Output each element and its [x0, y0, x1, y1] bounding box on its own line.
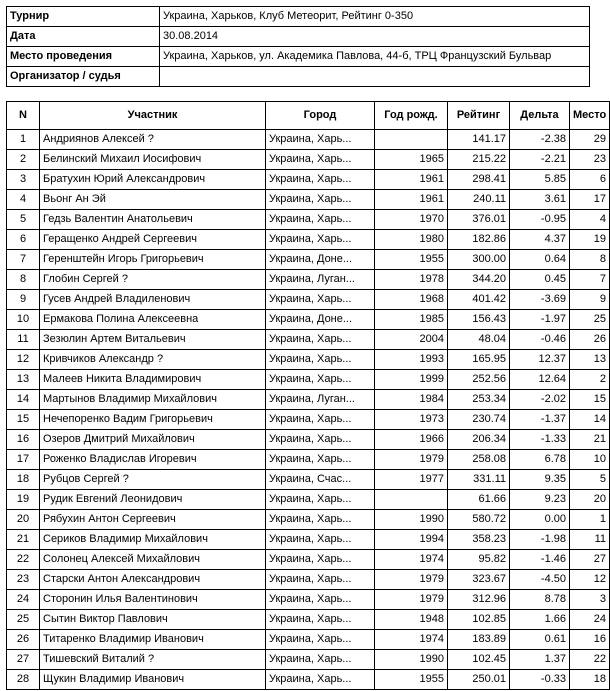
cell-place: 16 [570, 630, 610, 650]
info-row [7, 27, 590, 47]
cell-birth-year: 1979 [375, 570, 448, 590]
cell-rating: 358.23 [448, 530, 510, 550]
cell-delta: -1.98 [510, 530, 570, 550]
cell-city: Украина, Харь... [266, 150, 375, 170]
cell-delta: 8.78 [510, 590, 570, 610]
cell-delta: 0.61 [510, 630, 570, 650]
cell-number: 10 [7, 310, 40, 330]
cell-participant: Сериков Владимир Михайлович [40, 530, 266, 550]
cell-place: 5 [570, 470, 610, 490]
cell-rating: 182.86 [448, 230, 510, 250]
cell-rating: 156.43 [448, 310, 510, 330]
cell-delta: -0.46 [510, 330, 570, 350]
table-row [7, 430, 610, 450]
table-row [7, 410, 610, 430]
cell-participant: Мартынов Владимир Михайлович [40, 390, 266, 410]
cell-number: 18 [7, 470, 40, 490]
table-row [7, 250, 610, 270]
cell-place: 22 [570, 650, 610, 670]
cell-delta: 6.78 [510, 450, 570, 470]
info-label: Турнир [7, 7, 160, 27]
table-row [7, 590, 610, 610]
cell-participant: Геренштейн Игорь Григорьевич [40, 250, 266, 270]
tournament-info-table [6, 6, 590, 87]
cell-place: 19 [570, 230, 610, 250]
cell-number: 22 [7, 550, 40, 570]
cell-rating: 206.34 [448, 430, 510, 450]
cell-city: Украина, Харь... [266, 670, 375, 690]
cell-delta: 4.37 [510, 230, 570, 250]
cell-number: 27 [7, 650, 40, 670]
cell-participant: Тишевский Виталий ? [40, 650, 266, 670]
cell-rating: 230.74 [448, 410, 510, 430]
table-row [7, 310, 610, 330]
cell-number: 12 [7, 350, 40, 370]
cell-number: 9 [7, 290, 40, 310]
cell-city: Украина, Доне... [266, 310, 375, 330]
cell-participant: Титаренко Владимир Иванович [40, 630, 266, 650]
cell-rating: 401.42 [448, 290, 510, 310]
cell-number: 17 [7, 450, 40, 470]
cell-birth-year: 1979 [375, 450, 448, 470]
cell-number: 28 [7, 670, 40, 690]
cell-place: 25 [570, 310, 610, 330]
cell-rating: 183.89 [448, 630, 510, 650]
cell-participant: Роженко Владислав Игоревич [40, 450, 266, 470]
cell-birth-year [375, 130, 448, 150]
cell-participant: Озеров Дмитрий Михайлович [40, 430, 266, 450]
cell-participant: Рубцов Сергей ? [40, 470, 266, 490]
table-row [7, 130, 610, 150]
cell-city: Украина, Доне... [266, 250, 375, 270]
header-birth-year: Год рожд. [375, 102, 448, 130]
table-row [7, 390, 610, 410]
cell-delta: -4.50 [510, 570, 570, 590]
cell-place: 27 [570, 550, 610, 570]
cell-rating: 344.20 [448, 270, 510, 290]
cell-delta: 0.64 [510, 250, 570, 270]
cell-city: Украина, Харь... [266, 410, 375, 430]
cell-rating: 300.00 [448, 250, 510, 270]
cell-place: 2 [570, 370, 610, 390]
cell-rating: 215.22 [448, 150, 510, 170]
cell-delta: 12.64 [510, 370, 570, 390]
cell-birth-year: 1979 [375, 590, 448, 610]
cell-participant: Кривчиков Александр ? [40, 350, 266, 370]
cell-rating: 102.85 [448, 610, 510, 630]
cell-delta: -2.38 [510, 130, 570, 150]
cell-birth-year: 1978 [375, 270, 448, 290]
info-value: 30.08.2014 [160, 27, 590, 47]
header-delta: Дельта [510, 102, 570, 130]
cell-place: 15 [570, 390, 610, 410]
table-row [7, 630, 610, 650]
header-city: Город [266, 102, 375, 130]
cell-place: 12 [570, 570, 610, 590]
cell-city: Украина, Харь... [266, 430, 375, 450]
cell-delta: 9.35 [510, 470, 570, 490]
cell-number: 21 [7, 530, 40, 550]
table-row [7, 370, 610, 390]
cell-city: Украина, Харь... [266, 190, 375, 210]
cell-number: 16 [7, 430, 40, 450]
cell-birth-year: 1968 [375, 290, 448, 310]
results-body [7, 130, 610, 690]
table-row [7, 190, 610, 210]
table-row [7, 450, 610, 470]
cell-delta: 1.37 [510, 650, 570, 670]
cell-delta: 0.45 [510, 270, 570, 290]
header-rating: Рейтинг [448, 102, 510, 130]
cell-participant: Щукин Владимир Иванович [40, 670, 266, 690]
cell-birth-year: 1990 [375, 510, 448, 530]
cell-participant: Солонец Алексей Михайлович [40, 550, 266, 570]
cell-birth-year: 1948 [375, 610, 448, 630]
cell-city: Украина, Харь... [266, 230, 375, 250]
cell-participant: Геращенко Андрей Сергеевич [40, 230, 266, 250]
cell-city: Украина, Харь... [266, 170, 375, 190]
cell-city: Украина, Харь... [266, 590, 375, 610]
table-row [7, 650, 610, 670]
cell-city: Украина, Харь... [266, 570, 375, 590]
cell-place: 13 [570, 350, 610, 370]
table-row [7, 230, 610, 250]
cell-rating: 48.04 [448, 330, 510, 350]
cell-delta: -0.33 [510, 670, 570, 690]
cell-rating: 141.17 [448, 130, 510, 150]
cell-rating: 258.08 [448, 450, 510, 470]
tournament-info-body [7, 7, 590, 87]
cell-participant: Белинский Михаил Иосифович [40, 150, 266, 170]
cell-birth-year: 1994 [375, 530, 448, 550]
cell-city: Украина, Харь... [266, 490, 375, 510]
table-row [7, 210, 610, 230]
cell-birth-year: 2004 [375, 330, 448, 350]
info-value: Украина, Харьков, Клуб Метеорит, Рейтинг 0-350 [160, 7, 590, 27]
cell-participant: Гусев Андрей Владиленович [40, 290, 266, 310]
header-number: N [7, 102, 40, 130]
cell-number: 6 [7, 230, 40, 250]
cell-place: 21 [570, 430, 610, 450]
cell-number: 8 [7, 270, 40, 290]
cell-participant: Рябухин Антон Сергеевич [40, 510, 266, 530]
cell-participant: Сторонин Илья Валентинович [40, 590, 266, 610]
cell-rating: 165.95 [448, 350, 510, 370]
cell-delta: -1.97 [510, 310, 570, 330]
cell-city: Украина, Харь... [266, 130, 375, 150]
cell-place: 10 [570, 450, 610, 470]
cell-participant: Глобин Сергей ? [40, 270, 266, 290]
cell-birth-year: 1990 [375, 650, 448, 670]
cell-participant: Андриянов Алексей ? [40, 130, 266, 150]
cell-delta: -1.33 [510, 430, 570, 450]
table-row [7, 470, 610, 490]
info-row [7, 47, 590, 67]
cell-place: 29 [570, 130, 610, 150]
cell-place: 9 [570, 290, 610, 310]
cell-city: Украина, Харь... [266, 350, 375, 370]
table-row [7, 150, 610, 170]
cell-rating: 61.66 [448, 490, 510, 510]
cell-participant: Нечепоренко Вадим Григорьевич [40, 410, 266, 430]
cell-city: Украина, Харь... [266, 510, 375, 530]
cell-number: 2 [7, 150, 40, 170]
cell-number: 14 [7, 390, 40, 410]
cell-birth-year: 1984 [375, 390, 448, 410]
table-row [7, 610, 610, 630]
table-row [7, 270, 610, 290]
cell-number: 3 [7, 170, 40, 190]
cell-rating: 253.34 [448, 390, 510, 410]
table-row [7, 490, 610, 510]
cell-city: Украина, Харь... [266, 330, 375, 350]
cell-delta: -1.37 [510, 410, 570, 430]
table-row [7, 550, 610, 570]
cell-place: 14 [570, 410, 610, 430]
cell-city: Украина, Харь... [266, 610, 375, 630]
cell-place: 7 [570, 270, 610, 290]
header-place: Место [570, 102, 610, 130]
cell-place: 20 [570, 490, 610, 510]
cell-city: Украина, Харь... [266, 530, 375, 550]
cell-number: 25 [7, 610, 40, 630]
cell-rating: 312.96 [448, 590, 510, 610]
cell-place: 17 [570, 190, 610, 210]
table-row [7, 570, 610, 590]
cell-birth-year: 1993 [375, 350, 448, 370]
cell-participant: Рудик Евгений Леонидович [40, 490, 266, 510]
cell-city: Украина, Харь... [266, 290, 375, 310]
cell-place: 24 [570, 610, 610, 630]
cell-participant: Зезюлин Артем Витальевич [40, 330, 266, 350]
cell-birth-year: 1973 [375, 410, 448, 430]
cell-number: 15 [7, 410, 40, 430]
cell-delta: -3.69 [510, 290, 570, 310]
results-header [7, 102, 610, 130]
cell-rating: 298.41 [448, 170, 510, 190]
results-header-row [7, 102, 610, 130]
table-row [7, 170, 610, 190]
cell-rating: 376.01 [448, 210, 510, 230]
cell-rating: 102.45 [448, 650, 510, 670]
cell-number: 11 [7, 330, 40, 350]
cell-birth-year: 1977 [375, 470, 448, 490]
table-row [7, 290, 610, 310]
cell-delta: -2.21 [510, 150, 570, 170]
cell-birth-year: 1974 [375, 630, 448, 650]
results-table [6, 101, 610, 690]
cell-birth-year: 1961 [375, 190, 448, 210]
cell-city: Украина, Луган... [266, 270, 375, 290]
cell-city: Украина, Харь... [266, 210, 375, 230]
cell-number: 26 [7, 630, 40, 650]
cell-birth-year: 1974 [375, 550, 448, 570]
cell-birth-year [375, 490, 448, 510]
cell-delta: 12.37 [510, 350, 570, 370]
cell-city: Украина, Луган... [266, 390, 375, 410]
table-row [7, 670, 610, 690]
header-participant: Участник [40, 102, 266, 130]
cell-place: 3 [570, 590, 610, 610]
cell-birth-year: 1970 [375, 210, 448, 230]
cell-place: 1 [570, 510, 610, 530]
cell-rating: 323.67 [448, 570, 510, 590]
cell-number: 19 [7, 490, 40, 510]
cell-place: 8 [570, 250, 610, 270]
table-row [7, 530, 610, 550]
table-row [7, 350, 610, 370]
table-row [7, 330, 610, 350]
info-value [160, 67, 590, 87]
cell-birth-year: 1965 [375, 150, 448, 170]
cell-delta: 0.00 [510, 510, 570, 530]
cell-participant: Старски Антон Александрович [40, 570, 266, 590]
cell-city: Украина, Харь... [266, 630, 375, 650]
cell-place: 23 [570, 150, 610, 170]
cell-number: 24 [7, 590, 40, 610]
cell-rating: 331.11 [448, 470, 510, 490]
cell-delta: 1.66 [510, 610, 570, 630]
cell-participant: Братухин Юрий Александрович [40, 170, 266, 190]
cell-city: Украина, Харь... [266, 650, 375, 670]
cell-number: 20 [7, 510, 40, 530]
cell-delta: 5.85 [510, 170, 570, 190]
cell-participant: Вьонг Ан Эй [40, 190, 266, 210]
cell-number: 13 [7, 370, 40, 390]
cell-rating: 580.72 [448, 510, 510, 530]
cell-city: Украина, Харь... [266, 450, 375, 470]
cell-place: 11 [570, 530, 610, 550]
cell-place: 26 [570, 330, 610, 350]
cell-birth-year: 1966 [375, 430, 448, 450]
info-label: Организатор / судья [7, 67, 160, 87]
info-label: Дата [7, 27, 160, 47]
cell-birth-year: 1985 [375, 310, 448, 330]
cell-city: Украина, Харь... [266, 550, 375, 570]
cell-rating: 240.11 [448, 190, 510, 210]
info-row [7, 67, 590, 87]
cell-birth-year: 1955 [375, 250, 448, 270]
cell-delta: -0.95 [510, 210, 570, 230]
cell-number: 5 [7, 210, 40, 230]
cell-delta: -1.46 [510, 550, 570, 570]
cell-delta: -2.02 [510, 390, 570, 410]
cell-participant: Сытин Виктор Павлович [40, 610, 266, 630]
cell-place: 18 [570, 670, 610, 690]
cell-number: 1 [7, 130, 40, 150]
cell-rating: 252.56 [448, 370, 510, 390]
table-row [7, 510, 610, 530]
cell-participant: Ермакова Полина Алексеевна [40, 310, 266, 330]
cell-place: 6 [570, 170, 610, 190]
cell-rating: 95.82 [448, 550, 510, 570]
cell-participant: Малеев Никита Владимирович [40, 370, 266, 390]
info-value: Украина, Харьков, ул. Академика Павлова, 44-б, ТРЦ Французский Бульвар [160, 47, 590, 67]
cell-number: 4 [7, 190, 40, 210]
cell-place: 4 [570, 210, 610, 230]
info-row [7, 7, 590, 27]
cell-birth-year: 1980 [375, 230, 448, 250]
cell-delta: 3.61 [510, 190, 570, 210]
cell-birth-year: 1999 [375, 370, 448, 390]
cell-city: Украина, Счас... [266, 470, 375, 490]
cell-participant: Гедзь Валентин Анатольевич [40, 210, 266, 230]
cell-birth-year: 1961 [375, 170, 448, 190]
cell-rating: 250.01 [448, 670, 510, 690]
cell-birth-year: 1955 [375, 670, 448, 690]
cell-delta: 9.23 [510, 490, 570, 510]
cell-number: 7 [7, 250, 40, 270]
cell-city: Украина, Харь... [266, 370, 375, 390]
cell-number: 23 [7, 570, 40, 590]
info-label: Место проведения [7, 47, 160, 67]
